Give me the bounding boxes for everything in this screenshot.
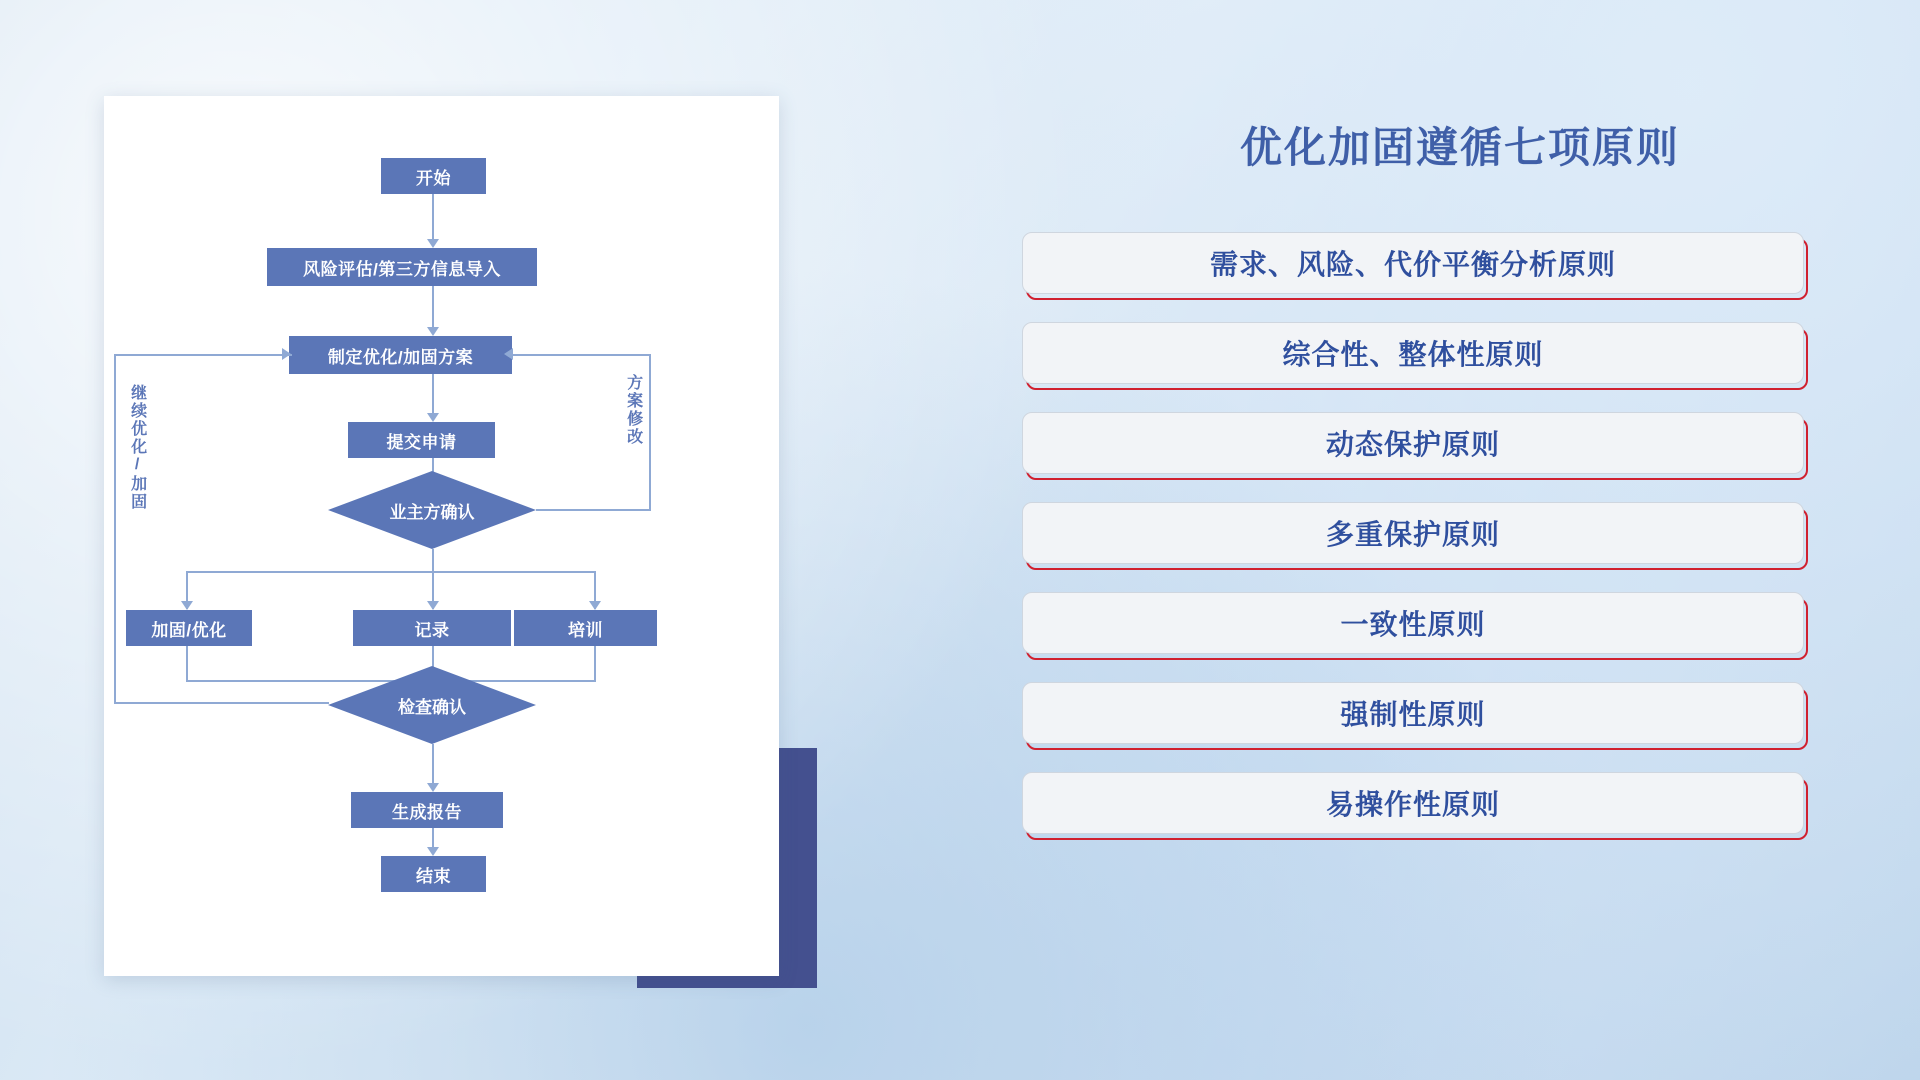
connector-leftloop-bottom <box>114 702 329 704</box>
principle-label: 需求、风险、代价平衡分析原则 <box>1022 232 1804 294</box>
connector-branch-bus <box>186 571 596 573</box>
flow-decision-owner-confirm[interactable] <box>328 471 536 549</box>
arrowhead-bus-to-reinforce <box>181 601 193 610</box>
arrowhead-plan-to-submit <box>427 413 439 422</box>
flow-decision-check-confirm-label: 检查确认 <box>398 697 466 717</box>
principle-label: 易操作性原则 <box>1022 772 1804 834</box>
arrowhead-risk-to-plan <box>427 327 439 336</box>
flow-node-record[interactable]: 记录 <box>353 610 511 646</box>
flow-node-plan[interactable]: 制定优化/加固方案 <box>289 336 512 374</box>
flowchart-diagram <box>104 96 779 976</box>
arrowhead-bus-to-training <box>589 601 601 610</box>
principle-item-4[interactable] <box>1022 502 1812 566</box>
flow-edge-label-plan-revision: 方案修改 <box>624 374 642 446</box>
arrowhead-rightloop-to-plan <box>504 348 513 360</box>
connector-reinforce-to-merge <box>186 646 188 680</box>
connector-rightloop-bottom <box>536 509 651 511</box>
arrowhead-start-to-risk <box>427 239 439 248</box>
flowchart-card <box>104 96 779 976</box>
principle-item-6[interactable] <box>1022 682 1812 746</box>
flow-node-reinforce[interactable]: 加固/优化 <box>126 610 252 646</box>
connector-leftloop-vertical <box>114 354 116 704</box>
principle-label: 多重保护原则 <box>1022 502 1804 564</box>
flow-decision-owner-confirm-label: 业主方确认 <box>389 502 475 522</box>
principle-item-5[interactable] <box>1022 592 1812 656</box>
principle-label: 强制性原则 <box>1022 682 1804 744</box>
connector-check-to-report <box>432 744 434 786</box>
flow-node-end[interactable]: 结束 <box>381 856 486 892</box>
page-title: 优化加固遵循七项原则 <box>1239 124 1680 171</box>
principle-label: 一致性原则 <box>1022 592 1804 654</box>
principle-item-3[interactable] <box>1022 412 1812 476</box>
flow-node-generate-report[interactable]: 生成报告 <box>351 792 503 828</box>
connector-leftloop-top <box>114 354 292 356</box>
connector-rightloop-vertical <box>649 354 651 510</box>
principle-item-7[interactable] <box>1022 772 1812 836</box>
flow-node-risk-assessment[interactable]: 风险评估/第三方信息导入 <box>267 248 537 286</box>
connector-owner-to-bus <box>432 549 434 571</box>
principle-label: 动态保护原则 <box>1022 412 1804 474</box>
connector-plan-to-submit <box>432 374 434 416</box>
arrowhead-bus-to-record <box>427 601 439 610</box>
principle-item-1[interactable] <box>1022 232 1812 296</box>
principles-list <box>1022 232 1812 862</box>
arrowhead-report-to-end <box>427 847 439 856</box>
connector-rightloop-top <box>512 354 651 356</box>
connector-training-to-merge <box>594 646 596 680</box>
connector-risk-to-plan <box>432 286 434 330</box>
principle-item-2[interactable] <box>1022 322 1812 386</box>
arrowhead-leftloop-to-plan <box>282 348 291 360</box>
flow-node-training[interactable]: 培训 <box>514 610 657 646</box>
flow-node-submit[interactable]: 提交申请 <box>348 422 495 458</box>
arrowhead-check-to-report <box>427 783 439 792</box>
flow-node-start[interactable]: 开始 <box>381 158 486 194</box>
flow-edge-label-continue-optimize: 继续优化/加固 <box>128 384 146 511</box>
flow-decision-check-confirm[interactable] <box>328 666 536 744</box>
principle-label: 综合性、整体性原则 <box>1022 322 1804 384</box>
connector-start-to-risk <box>432 194 434 242</box>
